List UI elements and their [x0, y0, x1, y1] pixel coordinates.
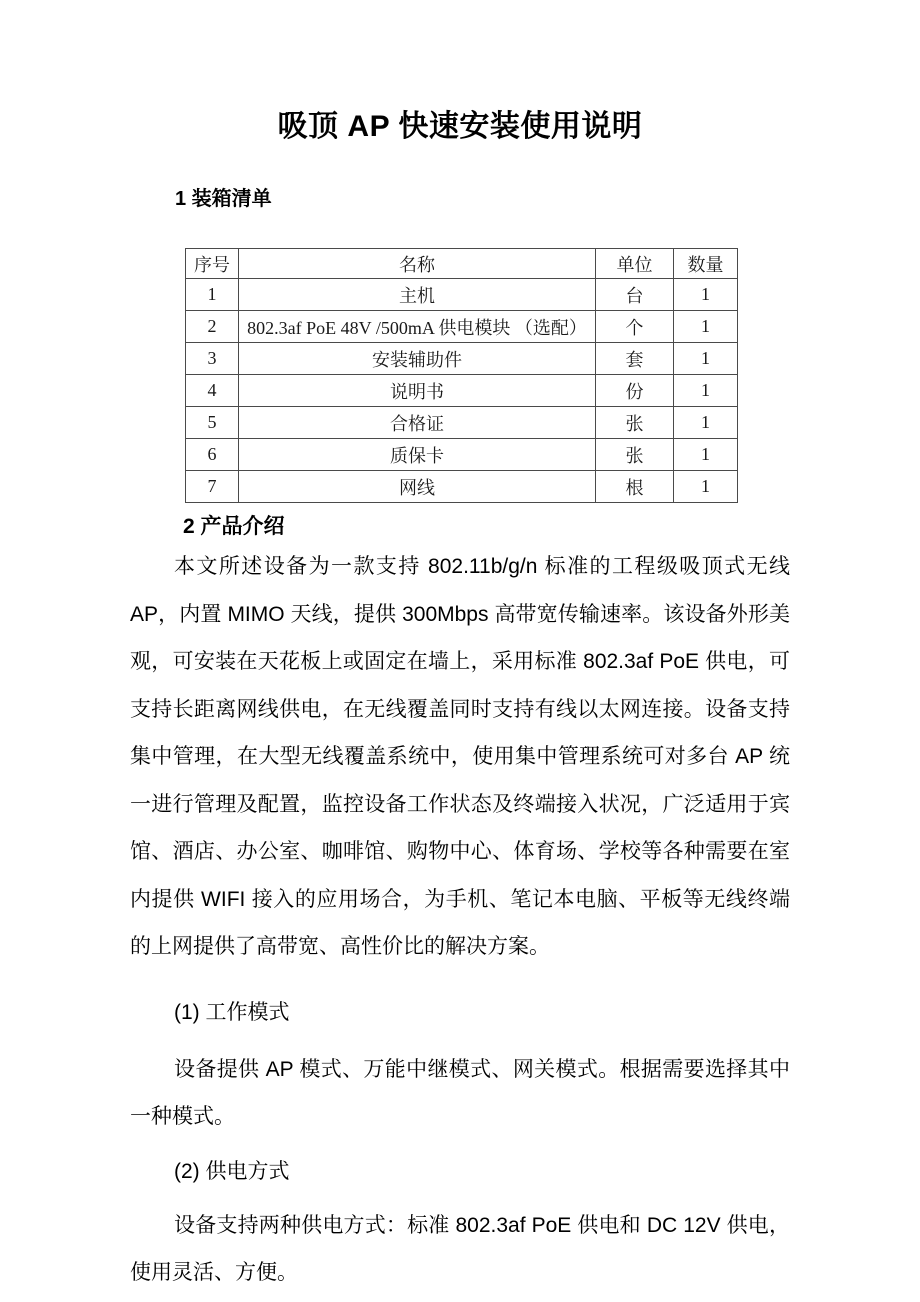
table-cell: 1	[674, 375, 738, 407]
table-header-cell: 名称	[239, 249, 596, 279]
table-header-cell: 数量	[674, 249, 738, 279]
table-cell: 1	[674, 279, 738, 311]
table-row	[186, 343, 738, 375]
table-row	[186, 279, 738, 311]
table-cell: 1	[674, 439, 738, 471]
packing-table-body	[186, 279, 738, 503]
packing-list-table	[185, 248, 738, 503]
table-cell: 根	[596, 471, 674, 503]
table-header-cell: 单位	[596, 249, 674, 279]
table-cell: 1	[674, 311, 738, 343]
table-row	[186, 471, 738, 503]
table-row	[186, 407, 738, 439]
power-supply-heading: (2) 供电方式	[174, 1159, 290, 1183]
work-mode-heading: (1) 工作模式	[174, 1000, 290, 1024]
table-cell: 主机	[239, 279, 596, 311]
product-intro-paragraph: 本文所述设备为一款支持 802.11b/g/n 标准的工程级吸顶式无线 AP，内置 MIMO 天线，提供 300Mbps 高带宽传输速率。该设备外形美观，可安装在天花板上或固定在墙上，采用标准 802.3af PoE 供电，可支持长距离网线供电，在无线覆盖同时支持有线以太网连接。设备支持集中管理，在大型无线覆盖系统中，使用集中管理系统可对多台 AP 统一进行管理及配置，监控设备工作状态及终端接入状况，广泛适用于宾馆、酒店、办公室、咖啡馆、购物中心、体育场、学校等各种需要在室内提供 WIFI 接入的应用场合，为手机、笔记本电脑、平板等无线终端的上网提供了高带宽、高性价比的解决方案。	[130, 555, 790, 958]
table-cell: 合格证	[239, 407, 596, 439]
table-header-cell: 序号	[186, 249, 239, 279]
table-cell: 说明书	[239, 375, 596, 407]
table-cell: 份	[596, 375, 674, 407]
table-row	[186, 311, 738, 343]
table-cell: 台	[596, 279, 674, 311]
table-cell: 1	[674, 407, 738, 439]
table-cell: 网线	[239, 471, 596, 503]
table-row	[186, 375, 738, 407]
power-supply-paragraph: 设备支持两种供电方式：标准 802.3af PoE 供电和 DC 12V 供电，使用灵活、方便。	[130, 1213, 790, 1284]
table-cell: 5	[186, 407, 239, 439]
table-cell: 质保卡	[239, 439, 596, 471]
table-cell: 6	[186, 439, 239, 471]
table-header-row	[186, 249, 738, 279]
table-cell: 3	[186, 343, 239, 375]
table-cell: 4	[186, 375, 239, 407]
section-heading-packing-list: 1 装箱清单	[175, 188, 272, 210]
table-row	[186, 439, 738, 471]
table-cell: 1	[186, 279, 239, 311]
table-cell: 张	[596, 407, 674, 439]
table-cell: 1	[674, 343, 738, 375]
table-cell: 1	[674, 471, 738, 503]
table-cell: 个	[596, 311, 674, 343]
table-cell: 802.3af PoE 48V /500mA 供电模块 （选配）	[239, 311, 596, 343]
work-mode-paragraph: 设备提供 AP 模式、万能中继模式、网关模式。根据需要选择其中一种模式。	[130, 1057, 790, 1128]
document-title: 吸顶 AP 快速安装使用说明	[277, 110, 643, 143]
table-cell: 2	[186, 311, 239, 343]
table-cell: 安装辅助件	[239, 343, 596, 375]
table-cell: 张	[596, 439, 674, 471]
table-cell: 套	[596, 343, 674, 375]
table-cell: 7	[186, 471, 239, 503]
section-heading-product-intro: 2 产品介绍	[183, 515, 285, 538]
